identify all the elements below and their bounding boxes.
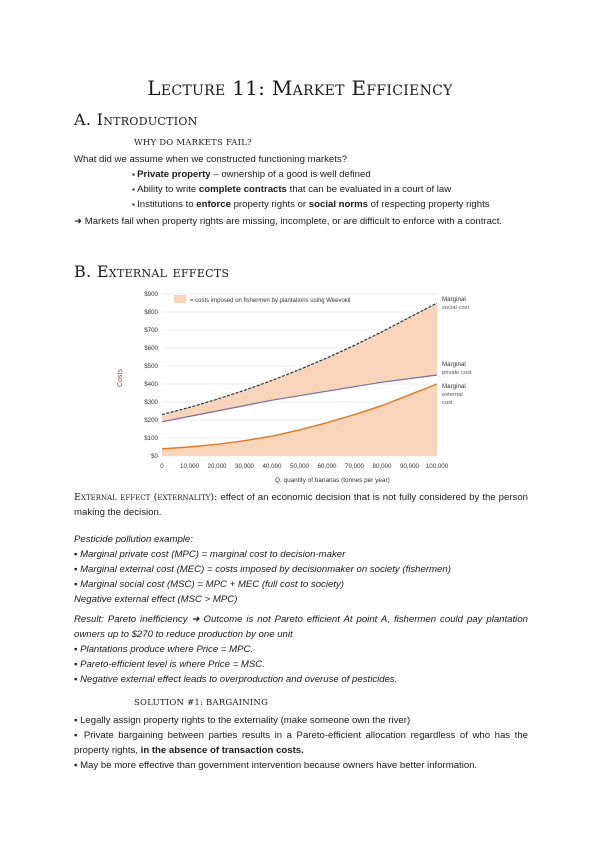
result-text: Result: Pareto inefficiency ➜ Outcome is not Pareto efficient At point A, fishermen could pay plantation owners up to $270 to reduce production by one unit [74,614,528,640]
y-tick-label: $500 [144,363,158,370]
result-item: ▪ Pareto-efficient level is where Price = MSC. [74,659,265,670]
section-a-subheading: WHY DO MARKETS FAIL? [134,138,252,148]
pollution-item: ▪ Marginal external cost (MEC) = costs imposed by decisionmaker on society (fishermen) [74,564,451,575]
solution-heading: SOLUTION #1: BARGAINING [134,698,269,708]
external-cost-area [162,303,437,456]
result-item: ▪ Negative external effect leads to overproduction and overuse of pesticides. [74,674,398,685]
solution-item: ▪ May be more effective than government intervention because owners have better information. [74,760,478,771]
solution-section [74,713,528,773]
label-msc [442,296,469,311]
y-tick-label: $600 [144,345,158,352]
x-tick-label: 90,000 [400,463,419,470]
svg-text:Marginal: Marginal [442,296,466,303]
solution-item: ▪ Legally assign property rights to the externality (make someone own the river) [74,715,411,726]
label-mec [442,383,466,406]
svg-text:Marginal: Marginal [442,383,466,390]
x-tick-label: 30,000 [235,463,254,470]
y-axis-label: Costs [117,369,124,387]
solution-item: ▪ Private bargaining between parties results in a Pareto-efficient allocation regardless of who has the property rights, in the absence of transaction costs. [74,730,528,756]
assumption-item: ▪ Ability to write complete contracts that can be evaluated in a court of law [132,182,532,197]
x-tick-labels [160,463,448,470]
section-b-heading: B. External effects [74,262,230,281]
y-tick-label: $900 [144,291,158,298]
section-a-heading: A. Introduction [74,110,198,129]
page-title: Lecture 11: Market Efficiency [147,76,453,100]
y-tick-label: $300 [144,399,158,406]
y-tick-label: $100 [144,435,158,442]
legend-text: = costs imposed on fishermen by plantations using Weevokil [190,298,351,304]
legend-swatch [174,295,186,303]
x-tick-label: 40,000 [262,463,282,470]
svg-text:social cost: social cost [442,305,470,311]
result-section [74,612,528,687]
x-tick-label: 100,000 [425,463,449,470]
x-tick-label: 60,000 [317,463,337,470]
assumption-item: ▪ Institutions to enforce property rights or social norms of respecting property rights [132,197,532,212]
pollution-item: ▪ Marginal private cost (MPC) = marginal cost to decision-maker [74,549,346,560]
x-tick-label: 80,000 [372,463,392,470]
y-tick-label: $200 [144,417,158,424]
y-tick-labels [144,291,158,460]
assumption-item: ▪ Private property – ownership of a good is well defined [132,167,532,182]
y-tick-label: $700 [144,327,158,334]
result-item: ▪ Plantations produce where Price = MPC. [74,644,254,655]
x-tick-label: 10,000 [180,463,199,470]
y-tick-label: $0 [151,453,158,460]
pollution-item: ▪ Marginal social cost (MSC) = MPC + MEC (full cost to society) [74,579,344,590]
externality-chart [110,286,510,486]
negative-external-effect: Negative external effect (MSC > MPC) [74,594,238,605]
market-failure-conclusion: ➜ Markets fail when property rights are missing, incomplete, or are difficult to enforce with a contract. [74,216,503,227]
y-tick-label: $400 [144,381,158,388]
external-effect-definition: External effect (externality): effect of an economic decision that is not fully considered by the person making the decision. [74,492,528,518]
pollution-example [74,532,528,607]
x-tick-label: 50,000 [290,463,309,470]
svg-text:Marginal: Marginal [442,361,466,368]
assumption-list [132,167,532,212]
pollution-intro: Pesticide pollution example: [74,534,193,545]
label-mpc [442,361,472,376]
x-tick-label: 20,000 [207,463,227,470]
x-tick-label: 0 [160,463,164,470]
intro-question: What did we assume when we constructed functioning markets? [74,154,348,165]
svg-text:private cost: private cost [442,370,472,376]
y-tick-label: $800 [144,309,158,316]
x-axis-label: Q, quantity of bananas (tonnes per year) [275,477,390,484]
svg-text:cost: cost [442,400,453,406]
svg-text:external: external [442,392,463,398]
x-tick-label: 70,000 [345,463,364,470]
